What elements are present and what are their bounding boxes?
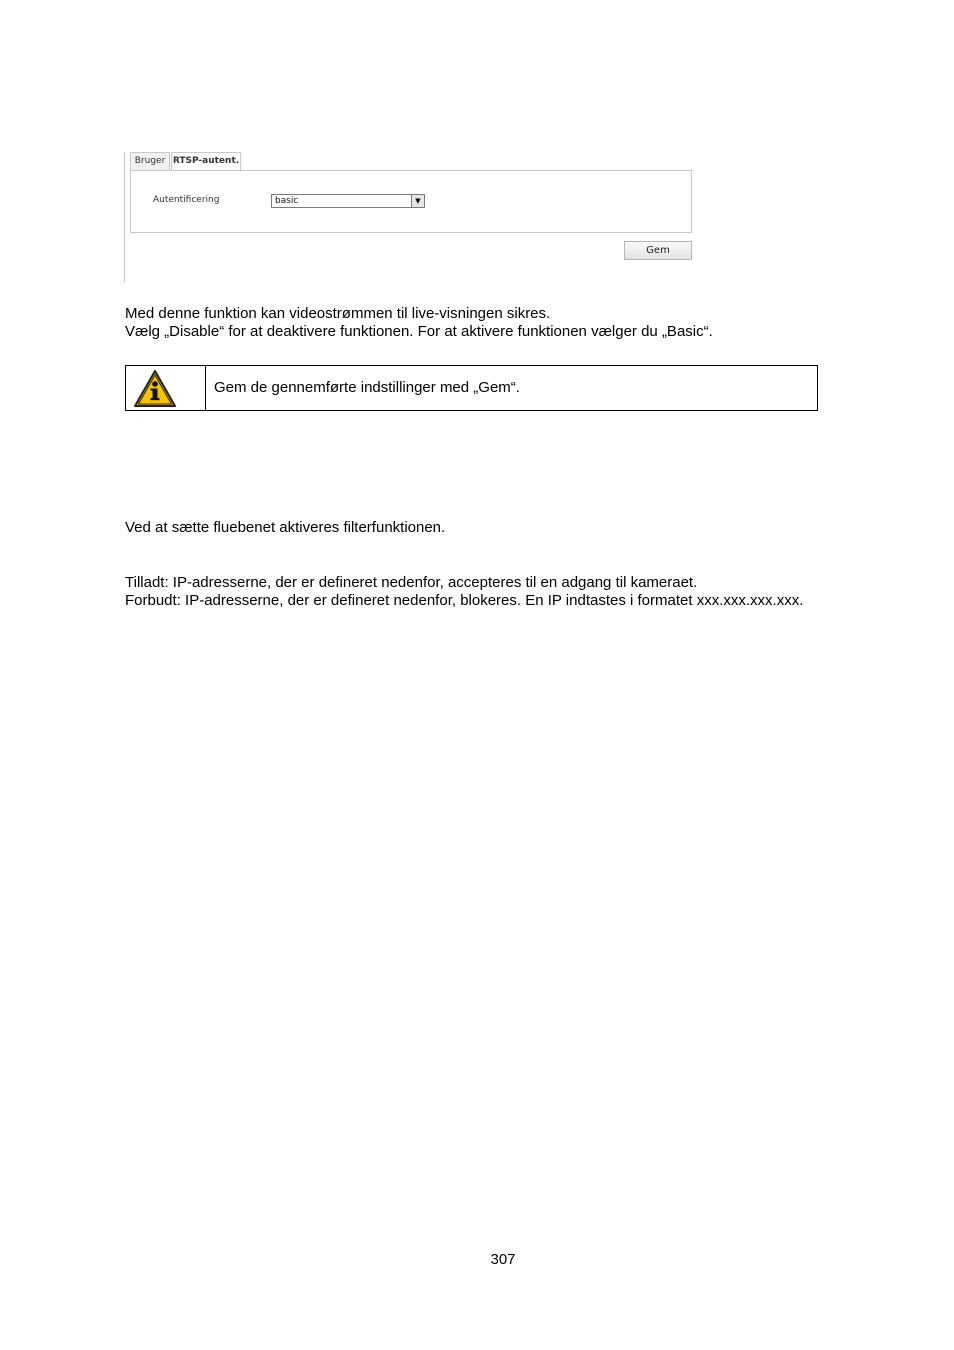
- info-box: [125, 365, 818, 411]
- save-button[interactable]: Gem: [624, 241, 692, 260]
- paragraph-line: Med denne funktion kan videostrømmen til live-visningen sikres.: [125, 305, 551, 322]
- authentication-select[interactable]: [271, 194, 425, 208]
- page-number: 307: [490, 1251, 516, 1268]
- ui-left-border: [124, 152, 125, 282]
- paragraph-line: Tilladt: IP-adresserne, der er defineret nedenfor, accepteres til en adgang til kameraet.: [125, 574, 698, 591]
- authentication-select-value: basic: [275, 196, 299, 206]
- authentication-label: Autentificering: [153, 195, 220, 205]
- info-box-divider: [205, 366, 206, 410]
- paragraph-line: Vælg „Disable“ for at deaktivere funktionen. For at aktivere funktionen vælger du „Basic“.: [125, 323, 713, 340]
- info-warning-icon: [133, 369, 177, 409]
- tab-rtsp-autent[interactable]: RTSP-autent.: [171, 152, 241, 171]
- chevron-down-icon[interactable]: ▼: [411, 195, 424, 207]
- paragraph-line: Ved at sætte fluebenet aktiveres filterfunktionen.: [125, 519, 446, 536]
- tab-bruger[interactable]: Bruger: [130, 152, 170, 170]
- paragraph-line: Forbudt: IP-adresserne, der er defineret nedenfor, blokeres. En IP indtastes i formatet xxx.xxx.xxx.xxx.: [125, 592, 804, 609]
- info-text: Gem de gennemførte indstillinger med „Gem“.: [214, 379, 520, 396]
